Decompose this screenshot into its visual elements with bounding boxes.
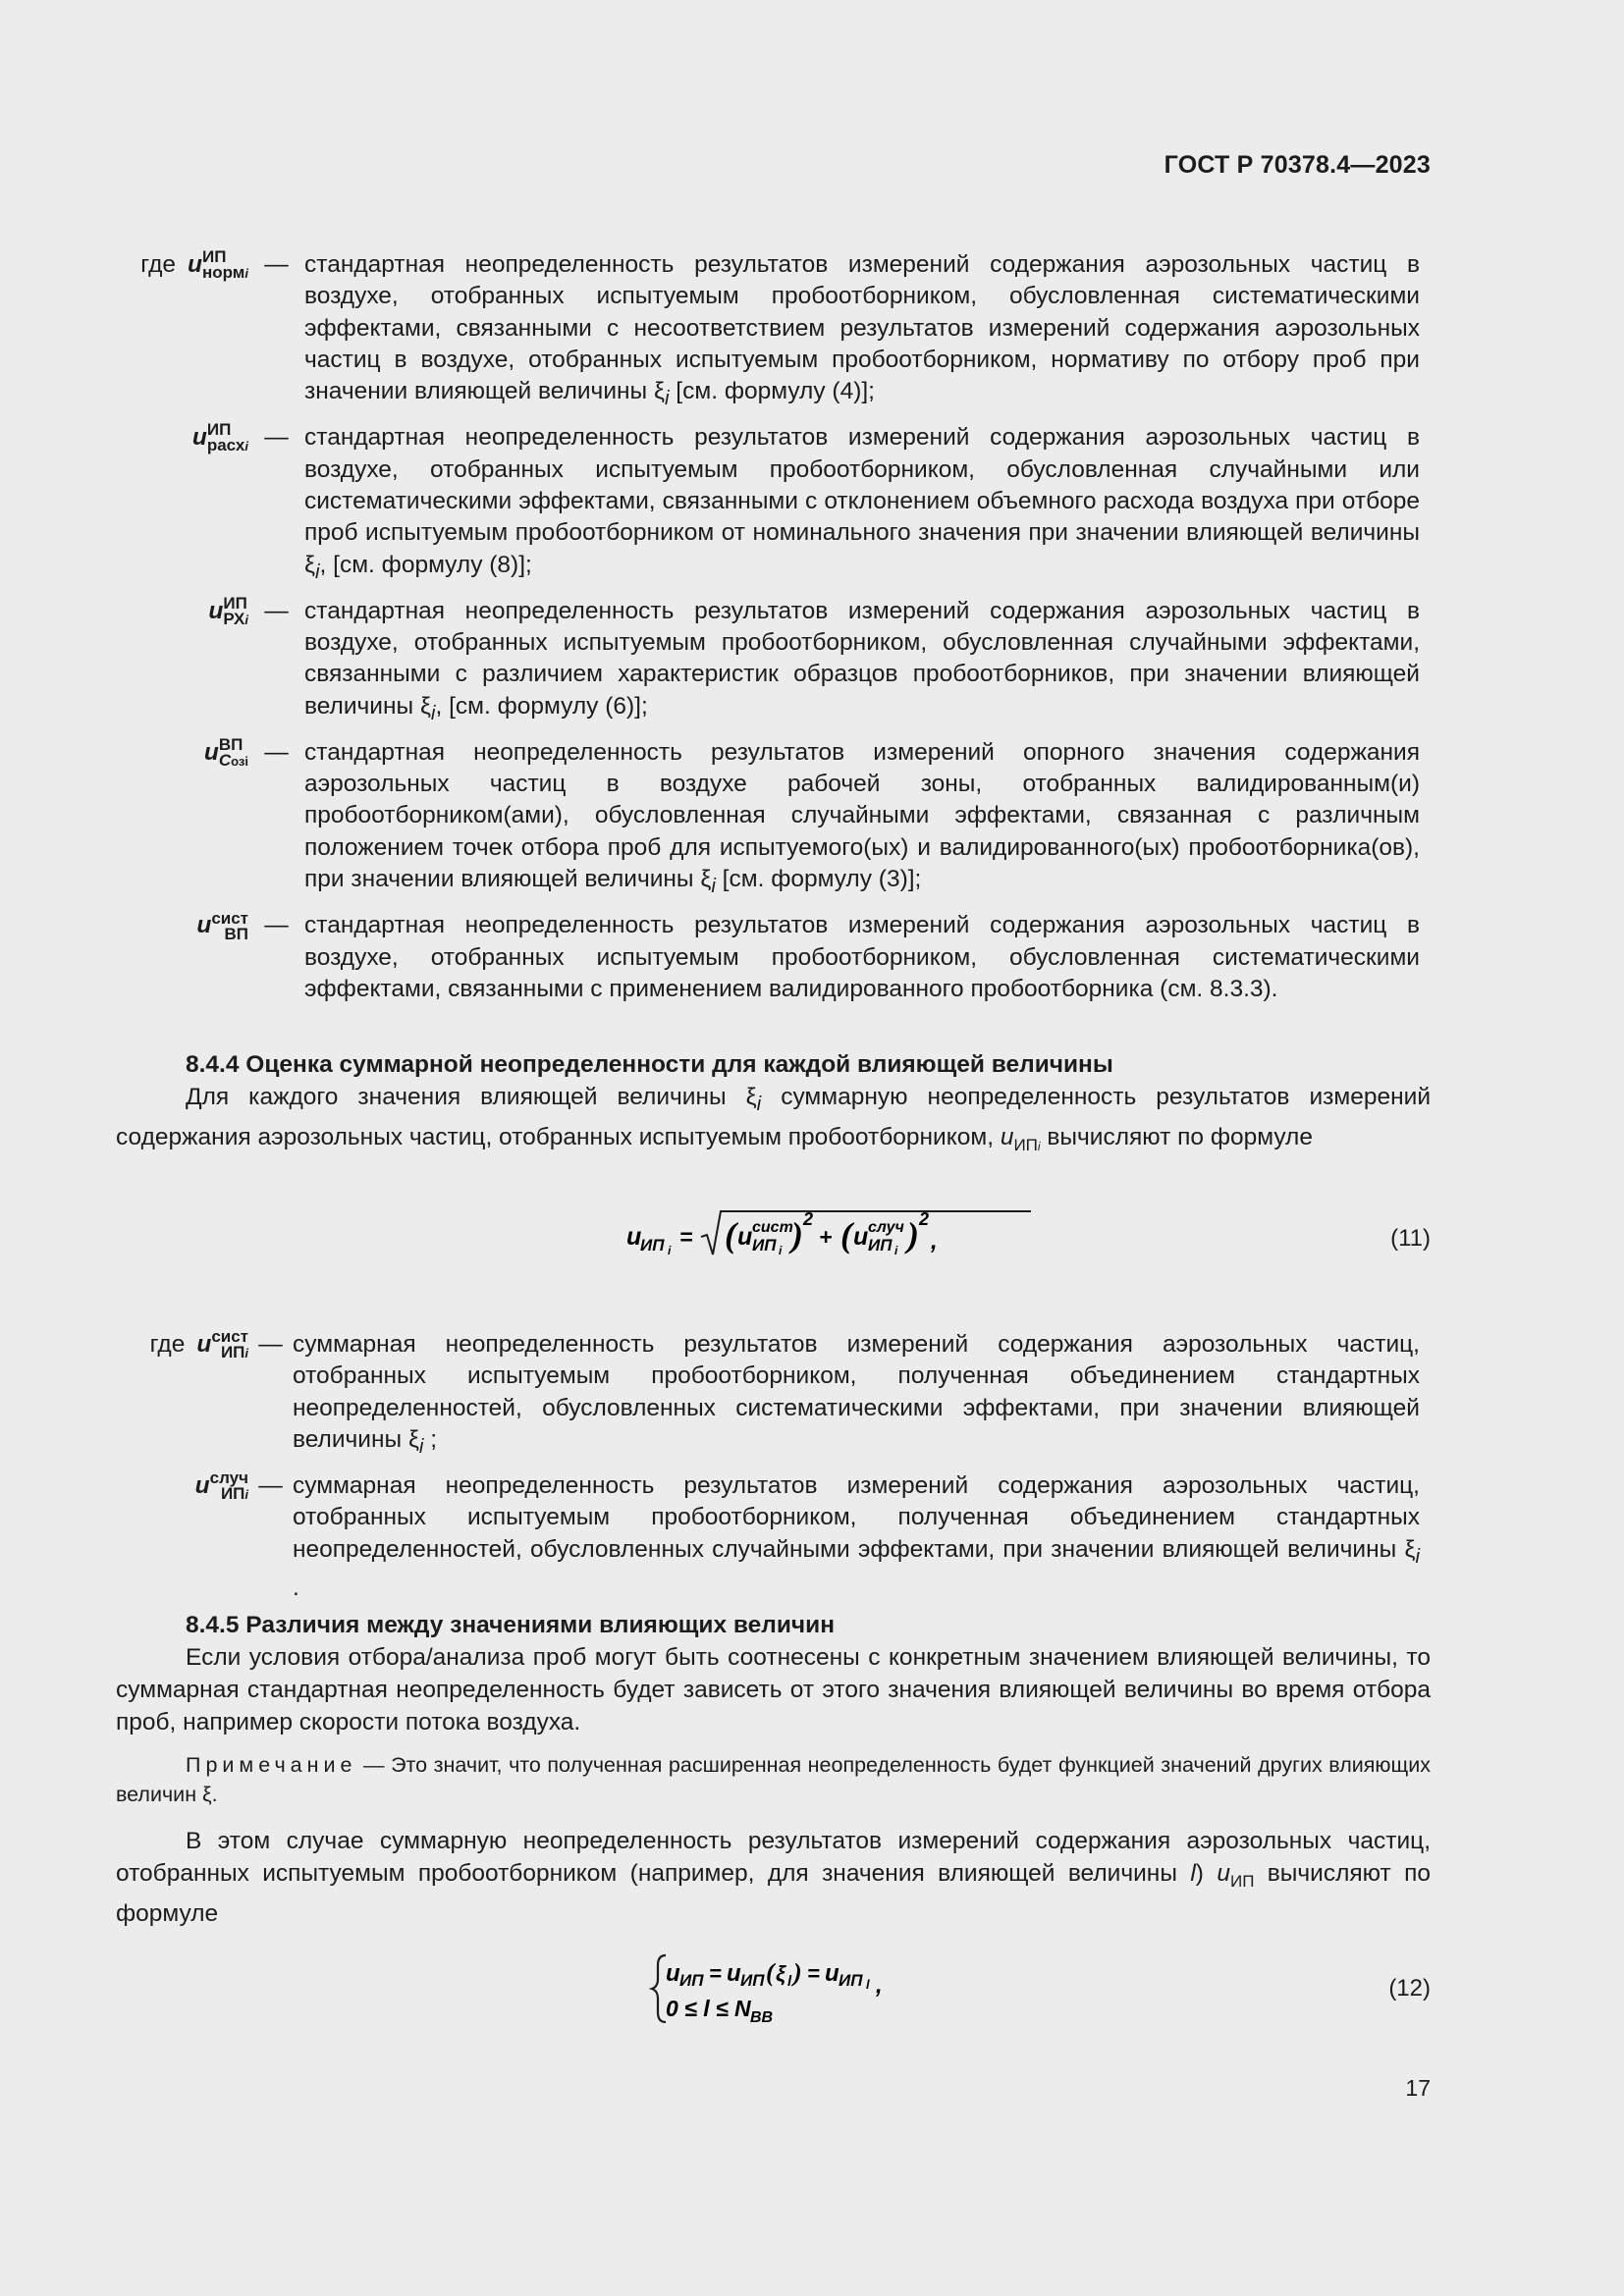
definition-symbol: u ИП РХi xyxy=(208,593,248,628)
svg-text:l: l xyxy=(787,1973,792,1990)
definition-row xyxy=(116,249,1420,414)
svg-text:ВВ: ВВ xyxy=(750,2009,774,2026)
svg-text:l: l xyxy=(866,1977,870,1992)
svg-text:u: u xyxy=(737,1223,753,1251)
formula-12 xyxy=(116,1949,1431,2028)
definitions-block-2 xyxy=(116,1329,1420,1604)
section-title: 8.4.4 Оценка суммарной неопределенности для каждой влияющей величины xyxy=(186,1051,1113,1078)
formula-expression xyxy=(648,1949,943,2035)
section-paragraph: Если условия отбора/анализа проб могут быть соотнесены с конкретным значением влияющей величины, то суммарная стандартная неопределенность будет зависеть от этого значения влияющей величины во время отбора проб, например скорости потока воздуха. xyxy=(116,1644,1431,1735)
svg-text:u: u xyxy=(666,1960,680,1987)
svg-text:(: ( xyxy=(725,1215,736,1255)
section-title: 8.4.5 Различия между значениями влияющих величин xyxy=(186,1612,835,1638)
formula-expression xyxy=(626,1205,1039,1271)
definition-symbol: u случ ИПi xyxy=(194,1468,248,1504)
section-paragraph-2: В этом случае суммарную неопределенность результатов измерений содержания аэрозольных частиц, отобранных испытуемым пробоотборником (например, для значения влияющей величины l) $u_{ИП}$ вычисляют по формуле xyxy=(116,1828,1432,1927)
svg-text:ИП: ИП xyxy=(868,1236,893,1255)
svg-text:(: ( xyxy=(840,1215,852,1255)
definition-dash: — xyxy=(264,251,289,278)
svg-text:=: = xyxy=(807,1961,820,1986)
definition-row xyxy=(116,1329,1420,1463)
section-paragraph: Для каждого значения влияющей величины $\xi_i$ суммарную неопределенность результатов измерений содержания аэрозольных частиц, отобранных испытуемым пробоотборником, $u_{ИПi}$ вычисляют по формуле xyxy=(116,1084,1432,1154)
svg-text:): ) xyxy=(791,1215,803,1255)
page-number: 17 xyxy=(1405,2075,1431,2101)
definition-row xyxy=(116,734,1420,902)
svg-text:i: i xyxy=(668,1244,672,1257)
definition-symbol: u ВП Cозi xyxy=(203,734,248,770)
definition-dash: — xyxy=(264,597,289,624)
note-paragraph: Примечание — Это значит, что полученная расширенная неопределенность будет функцией значений других влияющих величин ξ. xyxy=(116,1753,1431,1806)
svg-text:случ: случ xyxy=(868,1219,904,1236)
definition-row xyxy=(116,593,1420,729)
svg-text:0 ≤ l ≤ N: 0 ≤ l ≤ N xyxy=(666,1996,751,2021)
note-label: Примечание xyxy=(186,1753,357,1777)
definition-dash: — xyxy=(258,1472,283,1500)
section-8-4-5 xyxy=(116,1609,1431,1930)
definition-symbol: u сист ВП xyxy=(196,908,248,943)
svg-text:ИП: ИП xyxy=(740,1971,765,1990)
svg-text:i: i xyxy=(779,1244,783,1257)
svg-text:): ) xyxy=(907,1215,919,1255)
svg-text:ИП: ИП xyxy=(640,1236,665,1255)
formula-11-graphic xyxy=(626,1205,1039,1264)
svg-text:+: + xyxy=(819,1224,833,1250)
definition-text: суммарная неопределенность результатов измерений содержания аэрозольных частиц, отобранных испытуемым пробоотборником, полученная объединением стандартных неопределенностей, обусловленных случайными эффектами, при значении влияющей величины $\xi_i$ . xyxy=(293,1472,1420,1601)
definition-text: стандартная неопределенность результатов измерений опорного значения содержания аэрозольных частиц в воздухе рабочей зоны, отобранных валидированным(и) пробоотборником(ами), обусловленная случайными эффектами, связанная с различным положением точек отбора проб для испытуемого(ых) и валидированного(ых) пробоотборника(ов), при значении влияющей величины $\xi_i$ [см. формулу (3)]; xyxy=(304,738,1420,897)
svg-text:2: 2 xyxy=(803,1209,814,1229)
definition-text: стандартная неопределенность результатов измерений содержания аэрозольных частиц в воздухе, отобранных испытуемым пробоотборником, обусловленная случайными эффектами, связанными с различием характеристик образцов пробоотборников, при значении влияющей величины $\xi_i$, [см. формулу (6)]; xyxy=(304,597,1420,724)
svg-text:,: , xyxy=(931,1228,938,1255)
formula-number: (12) xyxy=(1388,1975,1431,2002)
svg-text:=: = xyxy=(679,1224,693,1250)
definition-row xyxy=(116,422,1420,587)
svg-text:u: u xyxy=(626,1223,642,1251)
svg-text:сист: сист xyxy=(752,1219,793,1236)
definition-dash: — xyxy=(264,912,289,939)
svg-text:(: ( xyxy=(766,1958,775,1987)
svg-text:u: u xyxy=(727,1960,741,1987)
definition-row xyxy=(116,910,1420,1005)
definition-symbol: где u ИП нормi xyxy=(140,247,248,283)
definition-text: суммарная неопределенность результатов измерений содержания аэрозольных частиц, отобранных испытуемым пробоотборником, полученная объединением стандартных неопределенностей, обусловленных систематическими эффектами, при значении влияющей величины $\xi_i$ ; xyxy=(293,1331,1420,1458)
svg-text:ИП: ИП xyxy=(752,1236,777,1255)
definition-symbol: где u сист ИПi xyxy=(149,1327,248,1362)
definition-symbol: u ИП расхi xyxy=(191,420,248,455)
definition-dash: — xyxy=(264,424,289,452)
section-8-4-4 xyxy=(116,1048,1431,1163)
definition-text: стандартная неопределенность результатов измерений содержания аэрозольных частиц в воздухе, отобранных испытуемым пробоотборником, обусловленная случайными или систематическими эффектами, связанными с отклонением объемного расхода воздуха при отборе проб испытуемым пробоотборником от номинального значения при значении влияющей величины $\xi_i$, [см. формулу (8)]; xyxy=(304,424,1420,583)
definition-text: стандартная неопределенность результатов измерений содержания аэрозольных частиц в воздухе, отобранных испытуемым пробоотборником, обусловленная систематическими эффектами, связанными с применением валидированного пробоотборника (см. 8.3.3). xyxy=(304,912,1420,1002)
svg-text:ξ: ξ xyxy=(776,1961,785,1986)
definition-dash: — xyxy=(258,1331,283,1358)
document-header: ГОСТ Р 70378.4—2023 xyxy=(1164,151,1431,179)
definition-dash: — xyxy=(264,738,289,766)
definition-text: стандартная неопределенность результатов измерений содержания аэрозольных частиц в воздухе, отобранных испытуемым пробоотборником, обусловленная систематическими эффектами, связанными с несоответствием результатов измерений содержания аэрозольных частиц в воздухе, отобранных испытуемым пробоотборником, нормативу по отбору проб при значении влияющей величины $\xi_i$ [см. формулу (4)]; xyxy=(304,251,1420,410)
definitions-block xyxy=(116,249,1420,1005)
svg-text:ИП: ИП xyxy=(839,1971,863,1990)
svg-text:i: i xyxy=(894,1244,898,1257)
svg-text:): ) xyxy=(793,1958,802,1987)
svg-text:2: 2 xyxy=(919,1209,930,1229)
svg-text:u: u xyxy=(853,1223,869,1251)
svg-text:=: = xyxy=(709,1961,722,1986)
definition-row xyxy=(116,1470,1420,1604)
formula-number: (11) xyxy=(1390,1225,1431,1252)
svg-text:ИП: ИП xyxy=(679,1971,704,1990)
formula-12-graphic xyxy=(648,1949,943,2028)
svg-text:,: , xyxy=(876,1972,883,1999)
svg-text:u: u xyxy=(825,1960,839,1987)
formula-11 xyxy=(116,1205,1431,1264)
